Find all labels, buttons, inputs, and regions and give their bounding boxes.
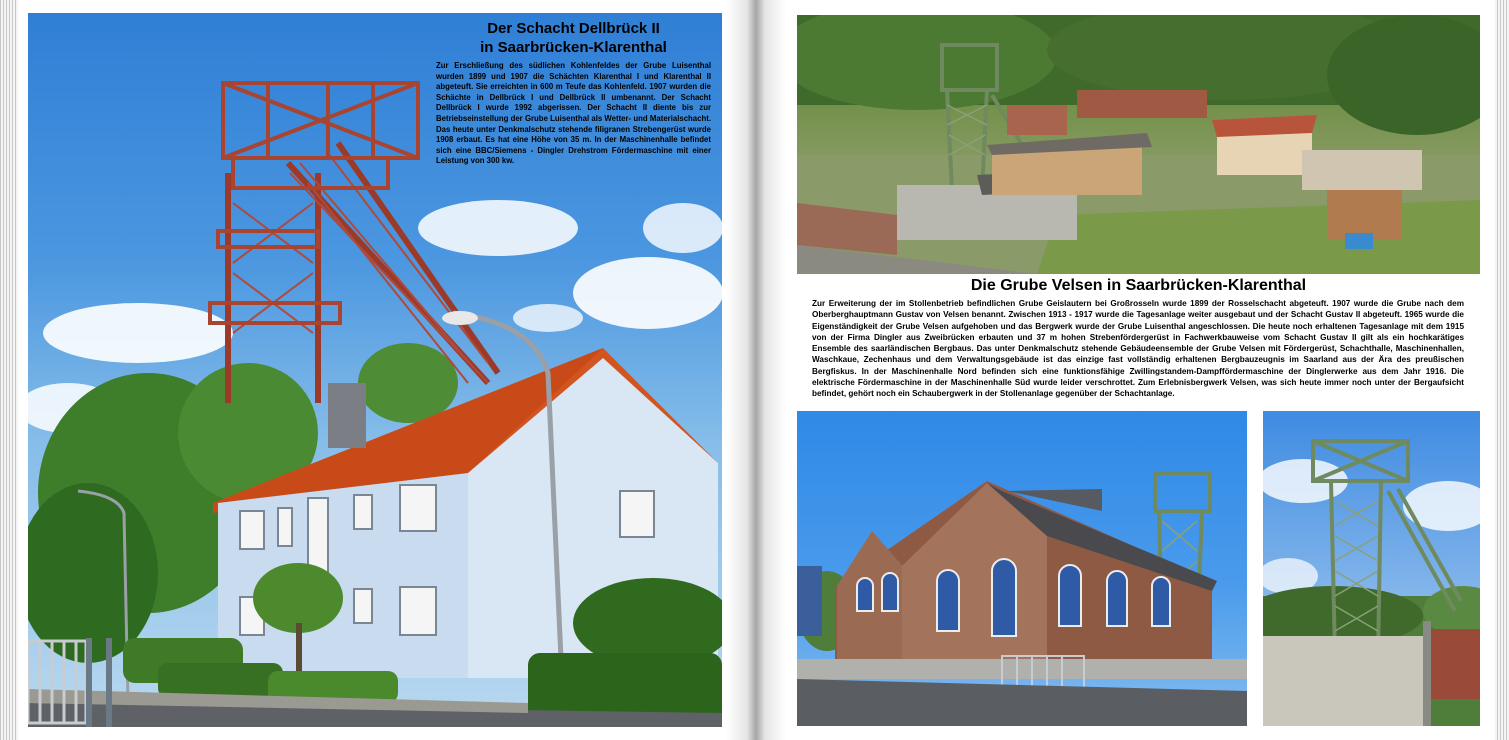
caption-title xyxy=(436,19,711,57)
caption-body: Zur Erschließung des südlichen Kohlenfeldes der Grube Luisenthal wurden 1899 und 1907 die Schächten Klarenthal I und Klarenthal II abgeteuft. Sie erreichten in 600 m Teufe das Kohlenfeld. 1907 wurden die Schächte in Dellbrück I und Dellbrück II umbenannt. Der Schacht Dellbrück I wurde 1992 abgerissen. Der Schacht II diente bis zur Betriebseinstellung der Grube Luisenthal als Wetter- und Materialschacht. Das heute unter Denkmalschutz stehende filigranen Strebengerüst wurde 1908 erbaut. Es hat eine Höhe von 35 m. In der Maschinenhalle befindet sich eine BBC/Siemens - Dingler Drehstrom Fördermaschine mit einer Leistung von 300 kw. xyxy=(436,61,711,166)
caption-title-line2: in Saarbrücken-Klarenthal xyxy=(480,39,667,56)
caption-dellbrueck xyxy=(436,19,711,167)
photo-velsen-aerial xyxy=(797,15,1480,274)
text-grube-velsen: Zur Erweiterung der im Stollenbetrieb befindlichen Grube Geislautern bei Großrosseln wurde 1899 der Rosselschacht abgeteuft. 1907 wurde die Grube nach dem Oberberghauptmann Gustav von Velsen benannt. Zwischen 1913 - 1917 wurde die Tagesanlage weiter ausgebaut und der Schacht Gustav II abgeteuft. 1965 wurde die Eigenständigkeit der Grube Velsen aufgehoben und das Bergwerk wurde der Grube Luisenthal angeschlossen. Die heute noch erhaltenen Tagesanlage mit dem 1915 von der Firma Dingler aus Zweibrücken erbauten und 37 m hohen Strebenfördergerüst in Fachwerkbauweise vom Schacht Gustav II gilt als ein hochkarätiges Ensemble des saarländischen Bergbaus. Das unter Denkmalschutz stehende Gebäudeensemble der Grube Velsen mit Fördergerüst, Schachthalle, Maschinenhallen, Waschkaue, Zechenhaus und dem Verwaltungsgebäude ist das einzige fast vollständig erhaltenen Bergbauzeugnis im Saarland aus der Ära des preußischen Bergfiskus. In der Maschinenhalle Nord befinden sich eine funktionsfähige Zwillingstandem-Dampffördermaschine der Dinglerwerke aus dem Jahr 1916. Die elektrische Fördermaschine in der Maschinenhalle Süd wurde leider verschrottet. Zum Erlebnisbergwerk Velsen, was sich heute immer noch unter der Bergaufsicht befindet, gehört noch ein Schaubergwerk in der Stollenanlage gegenüber der Schachtanlage. xyxy=(812,299,1464,399)
photo-velsen-headframe xyxy=(1263,411,1480,726)
photo-maschinenhalle-illustration xyxy=(797,411,1247,726)
photo-velsen-maschinenhalle xyxy=(797,411,1247,726)
photo-velsen-aerial-illustration xyxy=(797,15,1480,274)
page-stack-edge-left xyxy=(0,0,18,740)
photo-dellbrueck-headframe xyxy=(28,13,722,727)
page-stack-edge-right xyxy=(1495,0,1509,740)
photo-velsen-headframe-illustration xyxy=(1263,411,1480,726)
title-grube-velsen: Die Grube Velsen in Saarbrücken-Klarenthal xyxy=(970,277,1307,294)
caption-title-line1: Der Schacht Dellbrück II xyxy=(487,20,660,37)
